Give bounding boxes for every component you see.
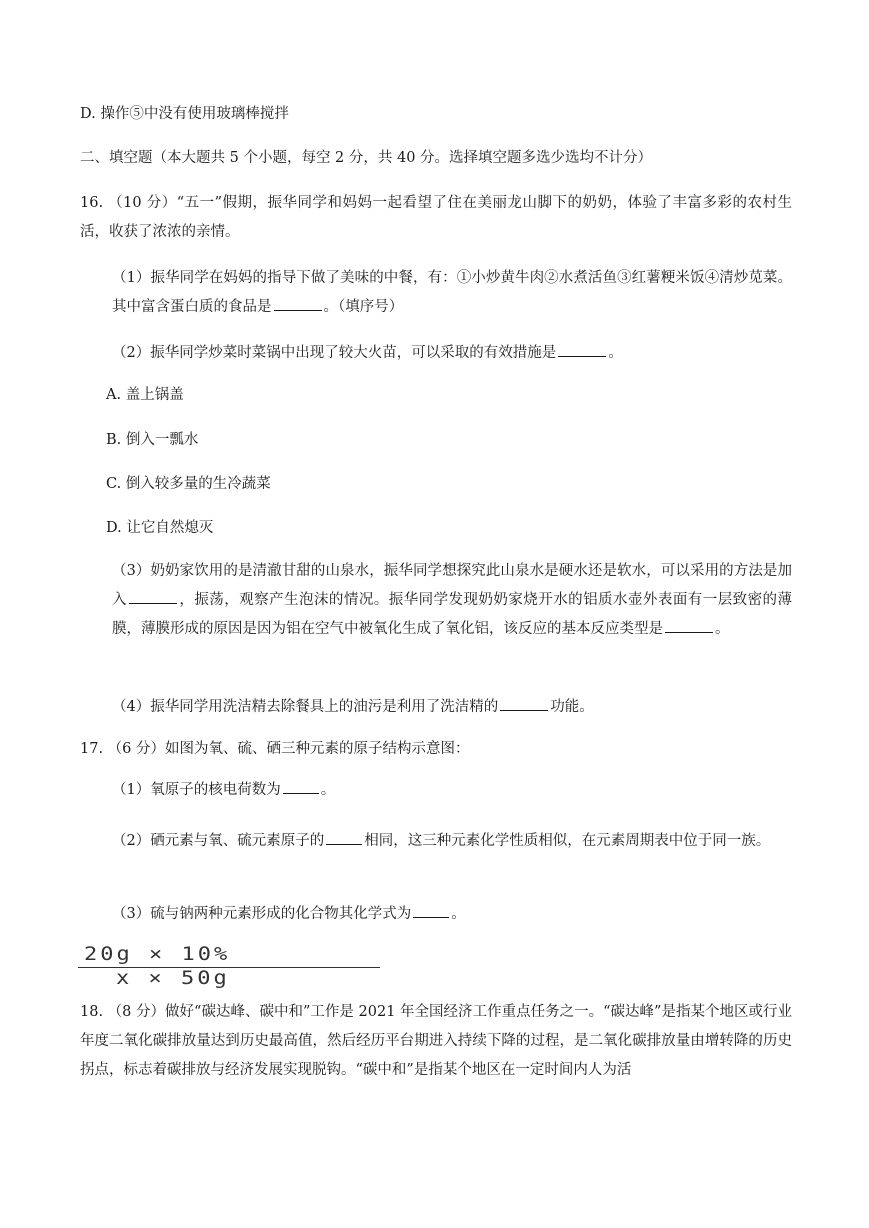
question-16-part-1 [112,264,792,322]
q17-p2-tail: 相同，这三种元素化学性质相似，在元素周期表中位于同一族。 [364,833,771,849]
question-16-stem: 16. （10 分）“五一”假期，振华同学和妈妈一起看望了住在美丽龙山脚下的奶奶，体验了丰富多彩的农村生活，收获了浓浓的亲情。 [80,195,792,240]
q16-p3-mid: ，振荡，观察产生泡沫的情况。振华同学发现奶奶家烧开水的铝质水壶外表面有一层致密的薄膜，薄膜形成的原因是因为铝在空气中被氧化生成了氧化铝，该反应的基本反应类型是 [112,592,792,637]
q16-p3-tail: 。 [715,621,730,637]
question-16-part-4 [112,693,792,722]
formula-numerator: 20g × 10% [84,943,231,966]
q17-p1-tail: 。 [320,782,336,798]
question-17-part-1 [112,776,792,805]
answer-blank[interactable] [283,779,319,794]
q16-p4-tail: 功能。 [550,699,594,715]
question-18-stem: 18. （8 分）做好“碳达峰、碳中和”工作是 2021 年全国经济工作重点任务之一。“碳达峰”是指某个地区或行业年度二氧化碳排放量达到历史最高值，然后经历平台期进入持续下降的过程，是二氧化碳排放量由增转降的历史拐点，标志着碳排放与经济发展实现脱钩。“碳中和”是指某个地区在一定时间内人为活 [80,1004,792,1078]
option-a: A. 盖上锅盖 [106,387,184,403]
q17-p1-text: （1）氧原子的核电荷数为 [112,782,281,798]
question-17-part-3 [112,900,792,929]
q16-p3-text: （3）奶奶家饮用的是清澈甘甜的山泉水，振华同学想探究此山泉水是硬水还是软水，可以采用的方法是加入 [112,563,792,608]
answer-blank[interactable] [665,618,713,633]
option-d: D. 让它自然熄灭 [106,520,214,536]
answer-blank[interactable] [413,903,449,918]
formula-denominator: x × 50g [116,967,230,990]
q15-option-d: D. 操作⑤中没有使用玻璃棒搅拌 [80,106,289,122]
answer-blank[interactable] [274,296,322,311]
q16-p2-tail: 。 [608,345,623,361]
section-heading: 二、填空题（本大题共 5 个小题，每空 2 分，共 40 分。选择填空题多选少选均不计分） [80,150,653,166]
answer-blank[interactable] [326,830,362,845]
q16-p1-tail: 。（填序号） [323,299,404,315]
option-b: B. 倒入一瓢水 [106,432,199,448]
question-16-part-2 [112,339,792,368]
q17-p3-tail: 。 [451,906,466,922]
option-c: C. 倒入较多量的生冷蔬菜 [106,476,271,492]
q16-p2-text: （2）振华同学炒菜时菜锅中出现了较大火苗，可以采取的有效措施是 [112,345,557,361]
answer-blank[interactable] [129,589,177,604]
question-17-part-2 [112,827,792,856]
answer-blank[interactable] [558,342,606,357]
formula-image [78,942,378,992]
q16-p1-text: （1）振华同学在妈妈的指导下做了美味的中餐，有：①小炒黄牛肉②水煮活鱼③红薯粳米饭④清炒苋菜。其中富含蛋白质的食品是 [112,270,792,315]
q17-p2-text: （2）硒元素与氧、硫元素原子的 [112,833,325,849]
question-16-part-3 [112,557,792,644]
q16-p4-text: （4）振华同学用洗洁精去除餐具上的油污是利用了洗洁精的 [112,699,499,715]
q17-p3-text: （3）硫与钠两种元素形成的化合物其化学式为 [112,906,412,922]
question-17-stem: 17. （6 分）如图为氧、硫、硒三种元素的原子结构示意图： [80,741,470,757]
answer-blank[interactable] [500,696,548,711]
